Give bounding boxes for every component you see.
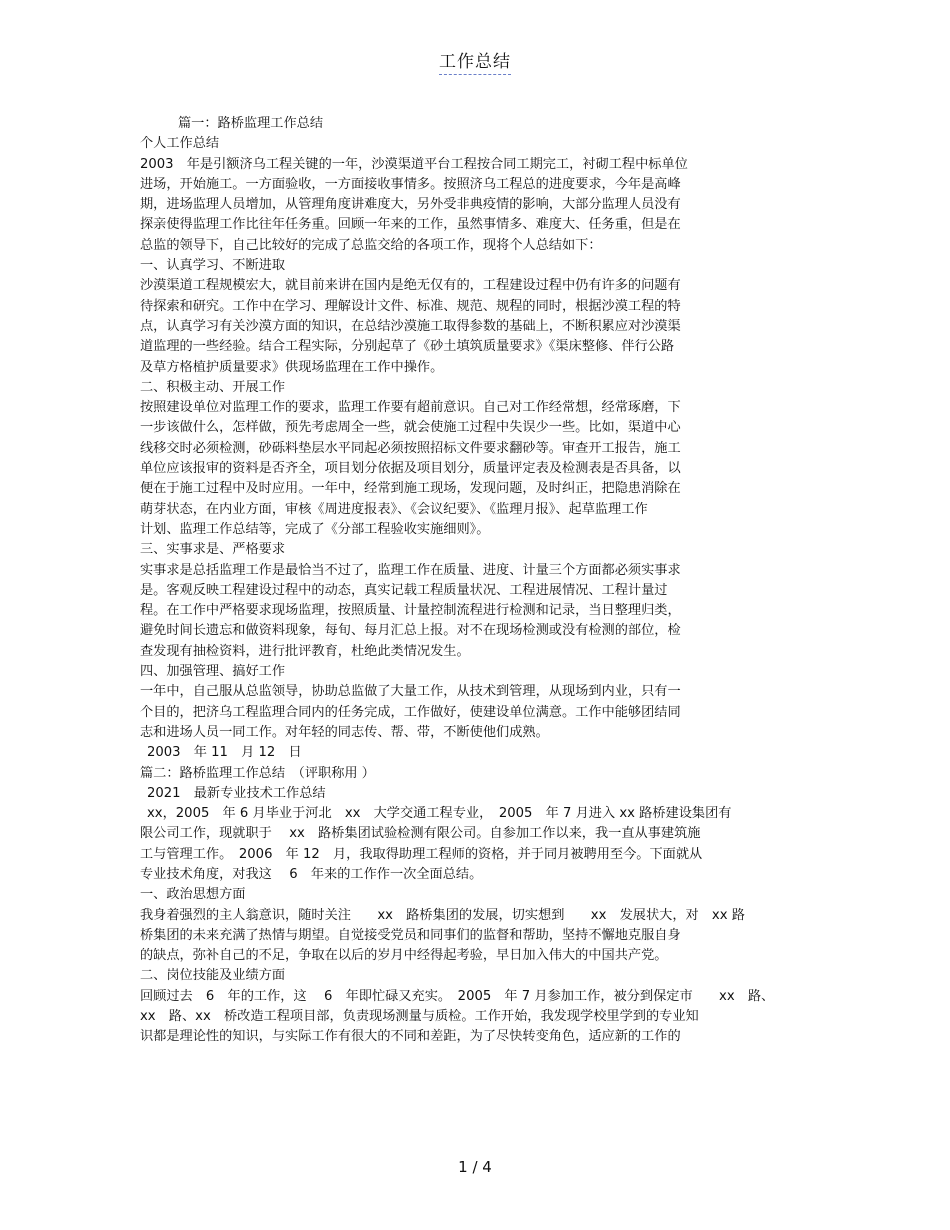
page-number: 1 / 4	[458, 1158, 492, 1176]
section-heading: 一、政治思想方面	[140, 887, 246, 903]
paragraph-line: 工与管理工作。 2006 年 12 月，我取得助理工程师的资格，并于同月被聘用至今。下面就从	[140, 846, 703, 862]
paragraph-line: 沙漠渠道工程规模宏大，就目前来讲在国内是绝无仅有的，工程建设过程中仍有许多的问题有	[140, 278, 681, 294]
paragraph-line: 2003 年是引额济乌工程关键的一年，沙漠渠道平台工程按合同工期完工，衬砌工程中标单位	[140, 156, 688, 172]
paragraph-line: 道监理的一些经验。结合工程实际，分别起草了《砂土填筑质量要求》《渠床整修、伴行公路	[140, 339, 675, 355]
paragraph-line: 专业技术角度，对我这 6 年来的工作作一次全面总结。	[140, 866, 483, 882]
paragraph-line: 及草方格植护质量要求》供现场监理在工作中操作。	[140, 359, 444, 375]
article-heading: 篇一：路桥监理工作总结	[178, 116, 324, 131]
paragraph-line: 是。客观反映工程建设过程中的动态，真实记载工程质量状况、工程进展情况、工程计量过	[140, 582, 668, 598]
paragraph-line: 总监的领导下，自己比较好的完成了总监交给的各项工作，现将个人总结如下：	[140, 237, 602, 253]
date-line: 2003 年 11 月 12 日	[147, 745, 302, 761]
paragraph-line: 便在于施工过程中及时应用。一年中，经常到施工现场，发现问题，及时纠正，把隐患消除在	[140, 481, 681, 497]
paragraph-line: 查发现有抽检资料，进行批评教育，杜绝此类情况发生。	[140, 643, 470, 659]
article-heading: 篇二：路桥监理工作总结 （评职称用 ）	[140, 765, 375, 781]
paragraph-line: 志和进场人员一同工作。对年轻的同志传、帮、带，不断使他们成熟。	[140, 724, 549, 740]
paragraph-line: 单位应该报审的资料是否齐全，项目划分依据及项目划分，质量评定表及检测表是否具备，以	[140, 461, 681, 477]
paragraph-line: xx 路、xx 桥改造工程项目部，负责现场测量与质检。工作开始，我发现学校里学到的专业知	[140, 1009, 699, 1025]
paragraph-line: 识都是理论性的知识，与实际工作有很大的不同和差距，为了尽快转变角色，适应新的工作的	[140, 1029, 681, 1045]
paragraph-line: 桥集团的未来充满了热情与期望。自觉接受党员和同事们的监督和帮助，坚持不懈地克服自身	[140, 927, 681, 943]
paragraph-line: 回顾过去 6 年的工作，这 6 年即忙碌又充实。 2005 年 7 月参加工作，被分到保定市 xx 路、	[140, 988, 775, 1004]
paragraph-line: 期，进场监理人员增加，从管理角度讲难度大，另外受非典疫情的影响，大部分监理人员没有	[140, 197, 681, 213]
document-body	[140, 114, 805, 1048]
paragraph-line: 探亲使得监理工作比往年任务重。回顾一年来的工作，虽然事情多、难度大、任务重，但是在	[140, 217, 681, 233]
paragraph-line: 实事求是总括监理工作是最恰当不过了，监理工作在质量、进度、计量三个方面都必须实事求	[140, 562, 681, 578]
paragraph-line: 萌芽状态，在内业方面，审核《周进度报表》、《会议纪要》、《监理月报》、起草监理工作	[140, 501, 648, 517]
section-heading: 一、认真学习、不断进取	[140, 258, 286, 274]
paragraph-line: 一年中，自己服从总监领导，协助总监做了大量工作，从技术到管理，从现场到内业，只有一	[140, 684, 681, 700]
section-heading: 二、积极主动、开展工作	[140, 379, 286, 395]
paragraph-line: 我身着强烈的主人翁意识，随时关注 xx 路桥集团的发展，切实想到 xx 发展状大，对 xx 路	[140, 907, 745, 923]
paragraph-line: 点，认真学习有关沙漠方面的知识，在总结沙漠施工取得参数的基础上，不断积累应对沙漠渠	[140, 318, 681, 334]
section-heading: 二、岗位技能及业绩方面	[140, 968, 286, 984]
paragraph-line: 个目的，把济乌工程监理合同内的任务完成，工作做好，使建设单位满意。工作中能够团结同	[140, 704, 681, 720]
paragraph-line: 计划、监理工作总结等，完成了《分部工程验收实施细则》。	[140, 521, 490, 537]
paragraph-line: 程。在工作中严格要求现场监理，按照质量、计量控制流程进行检测和记录，当日整理归类，	[140, 603, 681, 619]
document-header-title: 工作总结	[0, 47, 950, 72]
subheading: 个人工作总结	[140, 136, 220, 152]
paragraph-line: 一步该做什么，怎样做，预先考虑周全一些，就会使施工过程中失误少一些。比如，渠道中心	[140, 420, 681, 436]
paragraph-line: xx，2005 年 6 月毕业于河北 xx 大学交通工程专业， 2005 年 7 月进入 xx 路桥建设集团有	[147, 806, 732, 822]
paragraph-line: 进场，开始施工。一方面验收，一方面接收事情多。按照济乌工程总的进度要求，今年是高峰	[140, 176, 681, 192]
paragraph-line: 限公司工作，现就职于 xx 路桥集团试验检测有限公司。自参加工作以来，我一直从事建筑施	[140, 826, 701, 842]
paragraph-line: 按照建设单位对监理工作的要求，监理工作要有超前意识。自己对工作经常想，经常琢磨，下	[140, 400, 681, 416]
paragraph-line: 避免时间长遗忘和做资料现象，每旬、每月汇总上报。对不在现场检测或没有检测的部位，检	[140, 623, 681, 639]
subheading: 2021 最新专业技术工作总结	[147, 785, 326, 801]
paragraph-line: 的缺点，弥补自己的不足，争取在以后的岁月中经得起考验，早日加入伟大的中国共产党。	[140, 948, 668, 964]
section-heading: 三、实事求是、严格要求	[140, 542, 286, 558]
section-heading: 四、加强管理、搞好工作	[140, 664, 286, 680]
paragraph-line: 待探索和研究。工作中在学习、理解设计文件、标准、规范、规程的同时，根据沙漠工程的特	[140, 298, 681, 314]
paragraph-line: 线移交时必须检测，砂砾料垫层水平同起必须按照招标文件要求翻砂等。审查开工报告，施工	[140, 440, 681, 456]
